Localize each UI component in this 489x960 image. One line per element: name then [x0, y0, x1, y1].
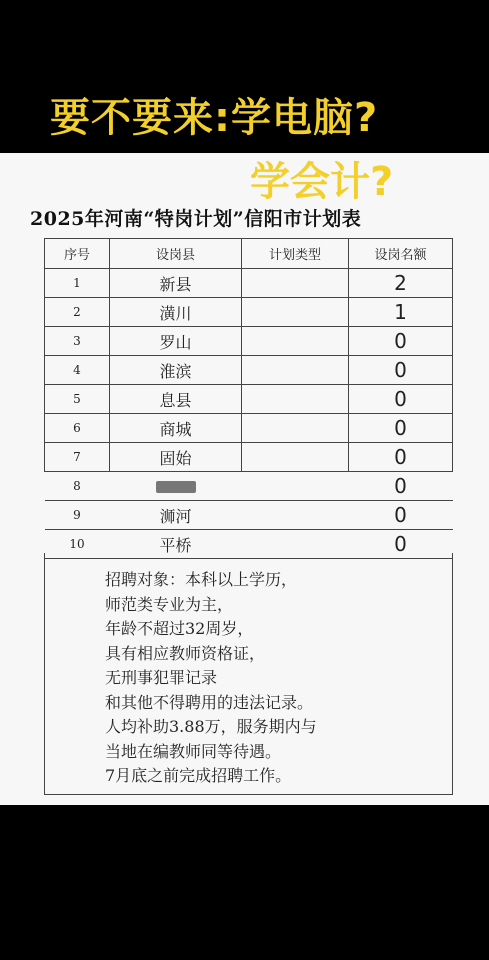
header-no: 序号: [45, 239, 110, 269]
note-line: 师范类专业为主，: [105, 594, 234, 614]
note-line: 年龄不超过32周岁，: [105, 619, 254, 638]
row-county: 罗山: [110, 327, 242, 356]
row-quota: 0: [349, 501, 453, 530]
row-no: 4: [45, 356, 110, 385]
row-quota: 0: [349, 327, 453, 356]
table-row: [45, 472, 453, 501]
row-type: [242, 501, 349, 530]
row-county-obscured: [110, 472, 242, 501]
row-type: [242, 472, 349, 501]
row-no: 6: [45, 414, 110, 443]
redaction-mark: [156, 481, 196, 493]
table-row: [45, 443, 453, 472]
row-quota: 0: [349, 530, 453, 559]
plan-table: [44, 238, 453, 559]
row-type: [242, 356, 349, 385]
row-quota: 0: [349, 443, 453, 472]
row-type: [242, 327, 349, 356]
header-type: 计划类型: [242, 239, 349, 269]
table-row: [45, 414, 453, 443]
row-no: 8: [45, 472, 110, 501]
table-row: [45, 298, 453, 327]
row-quota: 0: [349, 472, 453, 501]
row-no: 9: [45, 501, 110, 530]
note-line: 无刑事犯罪记录: [105, 668, 218, 687]
row-type: [242, 298, 349, 327]
row-county: 息县: [110, 385, 242, 414]
row-quota: 2: [349, 269, 453, 298]
row-quota: 0: [349, 385, 453, 414]
row-no: 5: [45, 385, 110, 414]
header-county: 设岗县: [110, 239, 242, 269]
note-line: 具有相应教师资格证，: [105, 643, 266, 663]
table-row: [45, 385, 453, 414]
row-type: [242, 443, 349, 472]
header-quota: 设岗名额: [349, 239, 453, 269]
table-row: [45, 356, 453, 385]
row-county: 潢川: [110, 298, 242, 327]
row-county: 固始: [110, 443, 242, 472]
table-header-row: [45, 239, 453, 269]
note-line: 当地在编教师同等待遇。: [105, 741, 282, 761]
row-quota: 1: [349, 298, 453, 327]
note-line: 招聘对象：本科以上学历，: [105, 570, 298, 589]
table-row: [45, 501, 453, 530]
overlay-headline: 要不要来:学电脑?: [50, 95, 379, 141]
row-county: 淮滨: [110, 356, 242, 385]
row-no: 10: [45, 530, 110, 559]
overlay-sub-headline: 学会计?: [250, 159, 394, 205]
row-no: 2: [45, 298, 110, 327]
note-line: 人均补助3.88万，服务期内与: [105, 717, 317, 736]
row-county: 平桥: [110, 530, 242, 559]
recruitment-notes: [105, 568, 317, 789]
row-quota: 0: [349, 414, 453, 443]
row-no: 1: [45, 269, 110, 298]
row-county: 新县: [110, 269, 242, 298]
table-row: [45, 269, 453, 298]
note-line: 7月底之前完成招聘工作。: [105, 766, 292, 785]
row-quota: 0: [349, 356, 453, 385]
table-row: [45, 327, 453, 356]
row-county: 商城: [110, 414, 242, 443]
row-type: [242, 414, 349, 443]
row-no: 7: [45, 443, 110, 472]
document-title: 2025年河南“特岗计划”信阳市计划表: [30, 208, 362, 230]
row-county: 浉河: [110, 501, 242, 530]
row-type: [242, 385, 349, 414]
row-no: 3: [45, 327, 110, 356]
note-line: 和其他不得聘用的违法记录。: [105, 692, 314, 712]
row-type: [242, 269, 349, 298]
